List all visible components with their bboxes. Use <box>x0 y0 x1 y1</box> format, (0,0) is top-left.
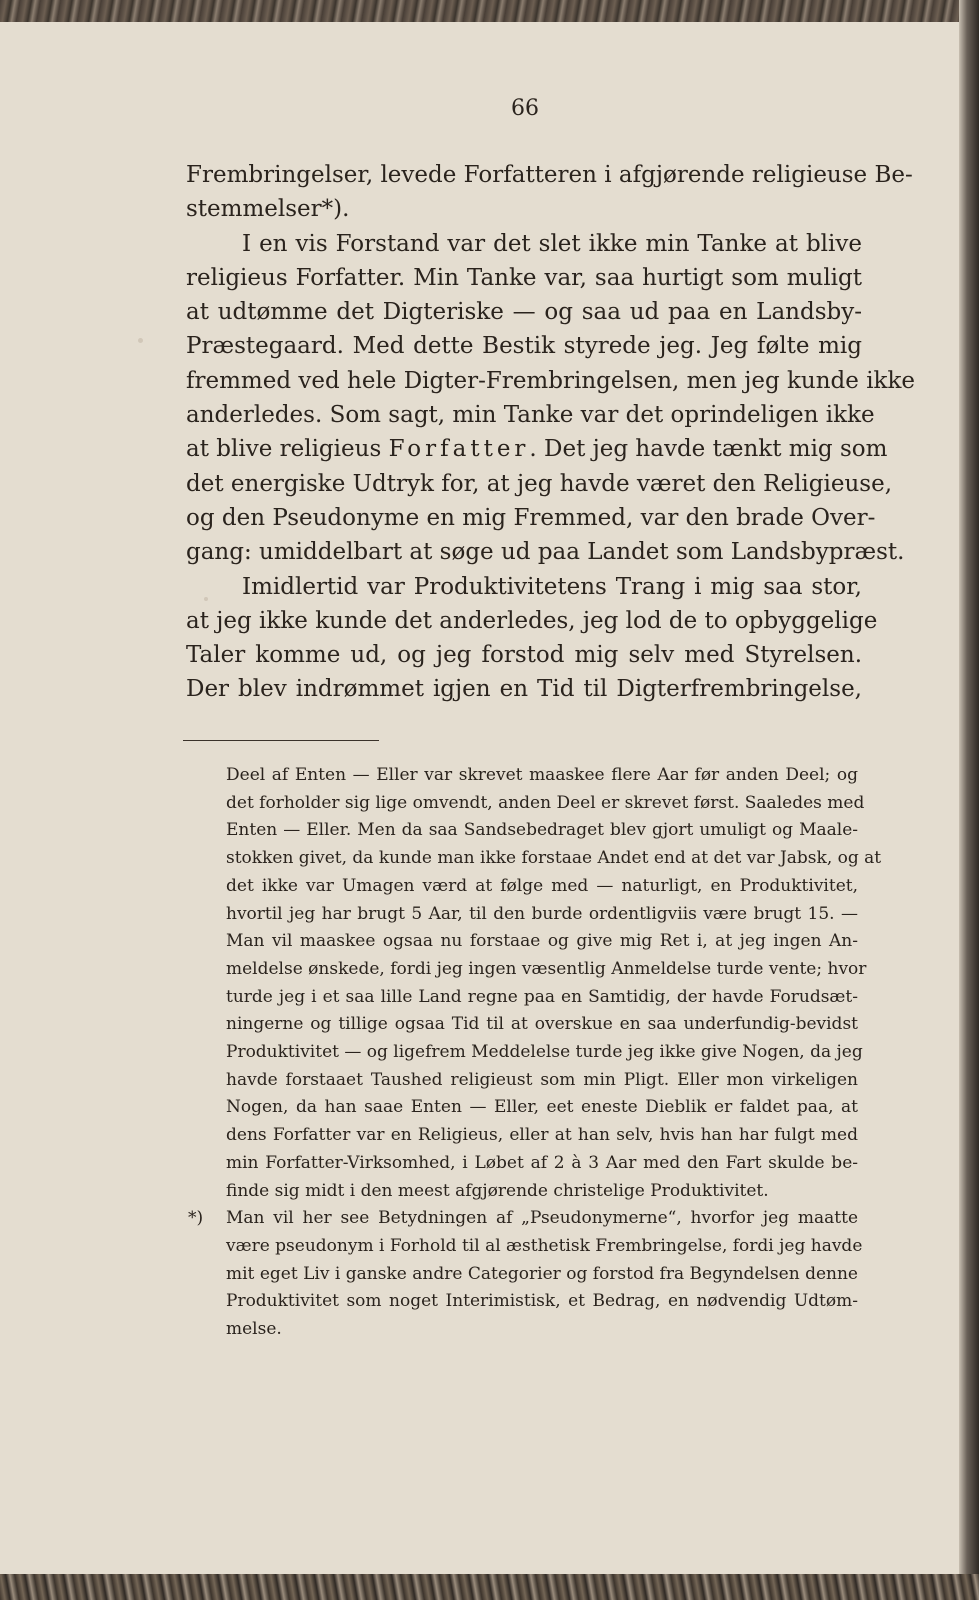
paper-speck <box>138 338 143 343</box>
footnote-line: havde forstaaet Taushed religieust som min Pligt. Eller mon virkeligen <box>226 1069 858 1090</box>
footnote-line: Nogen, da han saae Enten — Eller, eet eneste Dieblik er faldet paa, at <box>226 1097 858 1118</box>
text-line: I en vis Forstand var det slet ikke min Tanke at blive <box>242 230 862 257</box>
footnote-separator <box>183 740 379 741</box>
text-line: stemmelser*). <box>186 196 350 223</box>
footnote-line: Produktivitet som noget Interimistisk, et Bedrag, en nødvendig Udtøm- <box>226 1291 858 1312</box>
text-line: at jeg ikke kunde det anderledes, jeg lod de to opbyggelige <box>186 607 878 634</box>
text-line: fremmed ved hele Digter-Frembringelsen, men jeg kunde ikke <box>186 367 916 394</box>
footnote-line: dens Forfatter var en Religieus, eller at han selv, hvis han har fulgt med <box>226 1125 858 1146</box>
footnote-line: min Forfatter-Virksomhed, i Løbet af 2 à 3 Aar med den Fart skulde be- <box>226 1152 858 1173</box>
footnote-line: være pseudonym i Forhold til al æsthetisk Frembringelse, fordi jeg havde <box>226 1235 863 1256</box>
text-line: at udtømme det Digteriske — og saa ud paa en Landsby- <box>186 299 862 326</box>
footnote-line: mit eget Liv i ganske andre Categorier og forstod fra Begyndelsen denne <box>226 1263 858 1284</box>
text-line: Præstegaard. Med dette Bestik styrede jeg. Jeg følte mig <box>186 333 862 360</box>
footnote-line: melse. <box>226 1319 282 1340</box>
page-number: 66 <box>511 96 539 121</box>
emphasized-word: Forfatter <box>388 436 530 463</box>
footnote-line: Man vil her see Betydningen af „Pseudonymerne“, hvorfor jeg maatte <box>226 1208 858 1229</box>
text-line: anderledes. Som sagt, min Tanke var det oprindeligen ikke <box>186 402 875 429</box>
text-line: Frembringelser, levede Forfatteren i afgjørende religieuse Be- <box>186 162 913 188</box>
text-line: Taler komme ud, og jeg forstod mig selv med Styrelsen. <box>186 642 862 669</box>
text-line: det energiske Udtryk for, at jeg havde været den Religieuse, <box>186 470 893 497</box>
text-line <box>186 432 888 466</box>
text-line: og den Pseudonyme en mig Fremmed, var den brade Over- <box>186 504 876 531</box>
text-fragment: at blive religieus <box>186 436 382 463</box>
text-fragment: . Det jeg havde tænkt mig som <box>529 436 888 463</box>
footnote-line: Enten — Eller. Men da saa Sandsebedraget blev gjort umuligt og Maale- <box>226 820 858 841</box>
footnote-line: stokken givet, da kunde man ikke forstaae Andet end at det var Jabsk, og at <box>226 848 882 869</box>
footnote-line: meldelse ønskede, fordi jeg ingen væsentlig Anmeldelse turde vente; hvor <box>226 958 867 979</box>
footnote-line: ningerne og tillige ogsaa Tid til at overskue en saa underfundig-bevidst <box>226 1014 858 1035</box>
footnote-line: turde jeg i et saa lille Land regne paa en Samtidig, der havde Forudsæt- <box>226 986 858 1007</box>
text-line: gang: umiddelbart at søge ud paa Landet som Landsbypræst. <box>186 539 905 566</box>
footnote-asterisk <box>188 1205 863 1344</box>
footnote-line: hvortil jeg har brugt 5 Aar, til den burde ordentligviis være brugt 15. — <box>226 903 858 924</box>
footnotes <box>188 762 882 1344</box>
footnote-line: det forholder sig lige omvendt, anden Deel er skrevet først. Saaledes med <box>226 792 865 813</box>
footnote-line: Man vil maaskee ogsaa nu forstaae og give mig Ret i, at jeg ingen An- <box>226 931 858 952</box>
footnote-line: Deel af Enten — Eller var skrevet maaskee flere Aar før anden Deel; og <box>226 765 858 785</box>
text-line: Der blev indrømmet igjen en Tid til Digterfrembringelse, <box>186 676 862 703</box>
main-text <box>186 158 916 707</box>
page-bottom-edge <box>0 1574 979 1600</box>
page-right-edge <box>959 0 979 1600</box>
page-top-edge <box>0 0 979 22</box>
footnote-continuation <box>226 762 882 1205</box>
footnote-line: det ikke var Umagen værd at følge med — naturligt, en Produktivitet, <box>226 875 858 896</box>
footnote-line: Produktivitet — og ligefrem Meddelelse turde jeg ikke give Nogen, da jeg <box>226 1042 863 1063</box>
footnote-line: finde sig midt i den meest afgjørende christelige Produktivitet. <box>226 1180 769 1201</box>
text-line: Imidlertid var Produktivitetens Trang i mig saa stor, <box>242 573 862 600</box>
text-line: religieus Forfatter. Min Tanke var, saa hurtigt som muligt <box>186 264 862 291</box>
footnote-marker: *) <box>188 1208 204 1229</box>
